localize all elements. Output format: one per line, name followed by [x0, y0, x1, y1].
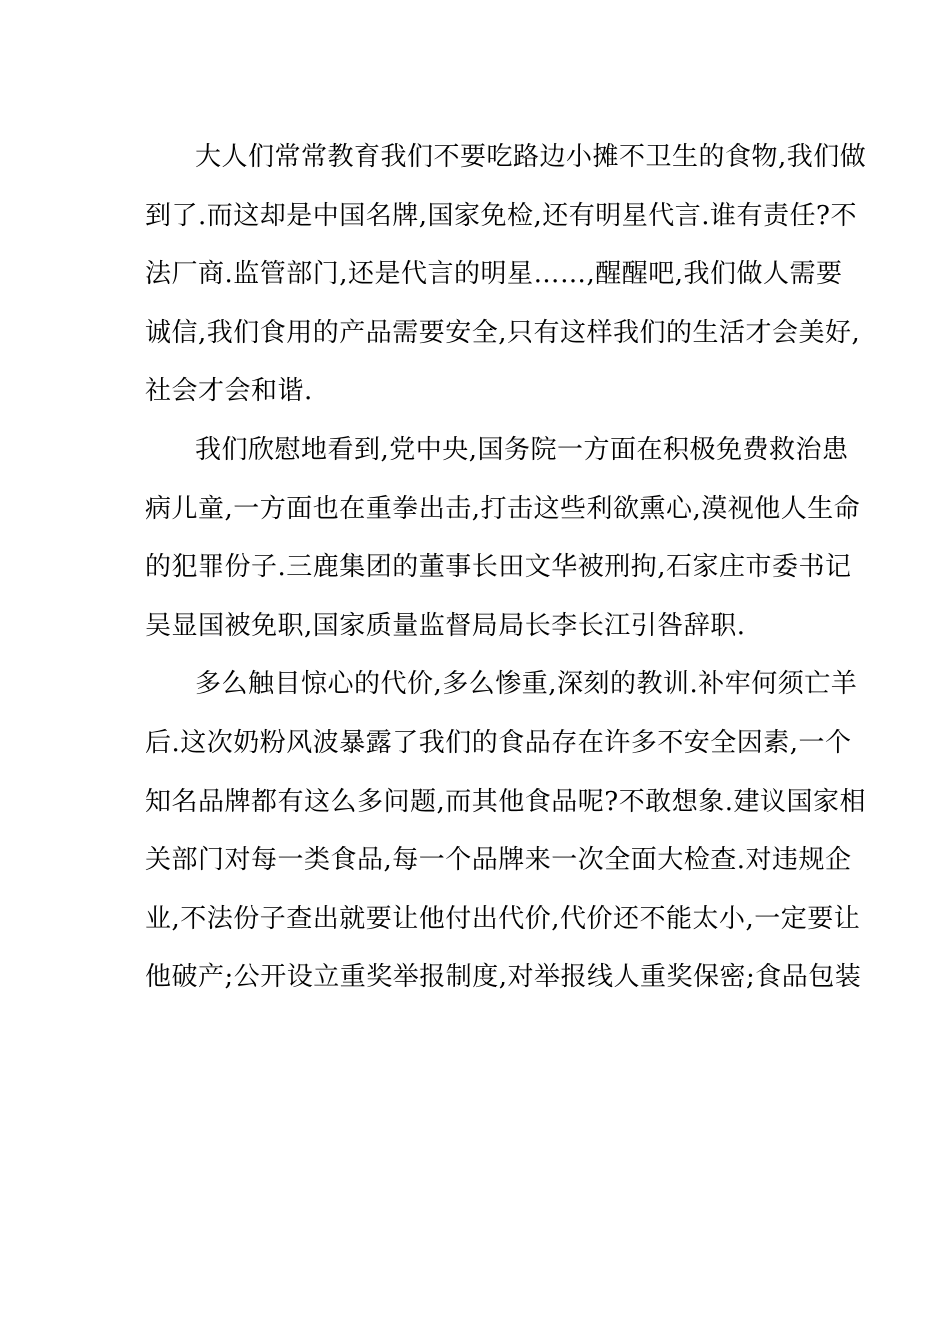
paragraph-1-line-5: 社会才会和谐.	[145, 376, 313, 407]
paragraph-3-line-4: 关部门对每一类食品,每一个品牌来一次全面大检查.对违规企	[145, 845, 852, 876]
paragraph-3-line-3: 知名品牌都有这么多问题,而其他食品呢?不敢想象.建议国家相	[145, 786, 866, 817]
paragraph-2-line-2: 病儿童,一方面也在重拳出击,打击这些利欲熏心,漠视他人生命	[145, 493, 861, 524]
paragraph-1-line-3: 法厂商.监管部门,还是代言的明星……,醒醒吧,我们做人需要	[145, 259, 843, 290]
paragraph-1-line-2: 到了.而这却是中国名牌,国家免检,还有明星代言.谁有责任?不	[145, 200, 857, 231]
paragraph-2-line-4: 吴显国被免职,国家质量监督局局长李长江引咎辞职.	[145, 610, 746, 641]
paragraph-3-line-1: 多么触目惊心的代价,多么惨重,深刻的教训.补牢何须亡羊	[195, 669, 858, 700]
paragraph-1-line-1: 大人们常常教育我们不要吃路边小摊不卫生的食物,我们做	[195, 142, 867, 172]
paragraph-3-line-5: 业,不法份子查出就要让他付出代价,代价还不能太小,一定要让	[145, 903, 861, 934]
paragraph-2-line-3: 的犯罪份子.三鹿集团的董事长田文华被刑拘,石家庄市委书记	[145, 552, 852, 583]
paragraph-3-line-2: 后.这次奶粉风波暴露了我们的食品存在许多不安全因素,一个	[145, 727, 852, 758]
paragraph-2-line-1: 我们欣慰地看到,党中央,国务院一方面在积极免费救治患	[195, 434, 849, 465]
body-text	[145, 128, 867, 1007]
paragraph-3-line-6: 他破产;公开设立重奖举报制度,对举报线人重奖保密;食品包装	[145, 962, 862, 993]
paragraph-1-line-4: 诚信,我们食用的产品需要安全,只有这样我们的生活才会美好,	[145, 317, 861, 348]
